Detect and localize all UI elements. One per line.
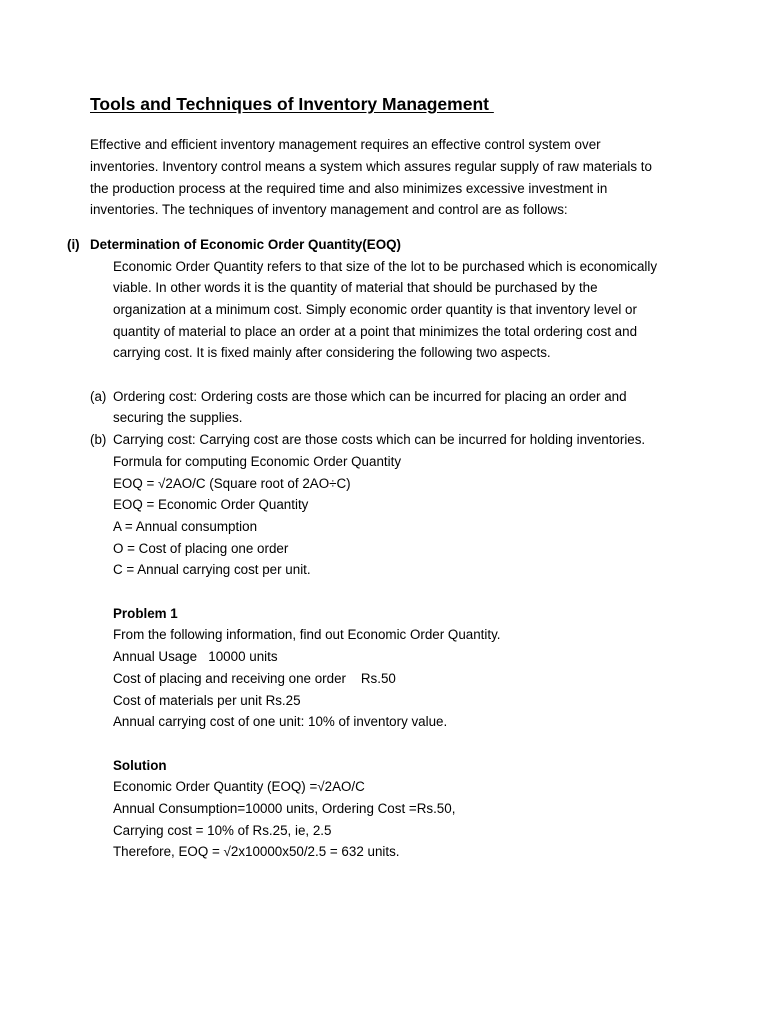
solution-line: Carrying cost = 10% of Rs.25, ie, 2.5 xyxy=(113,823,332,838)
solution-line: Therefore, EOQ = √2x10000x50/2.5 = 632 units. xyxy=(113,844,400,859)
section-i-marker: (i) xyxy=(67,237,80,252)
item-a-line: Ordering cost: Ordering costs are those which can be incurred for placing an order and xyxy=(113,389,627,404)
item-a-line: securing the supplies. xyxy=(113,410,243,425)
section-i-line: viable. In other words it is the quantity of material that should be purchased by the xyxy=(113,280,598,295)
item-b-line: Carrying cost: Carrying cost are those costs which can be incurred for holding inventories. xyxy=(113,432,646,447)
problem-line: From the following information, find out Economic Order Quantity. xyxy=(113,627,501,642)
item-a-marker: (a) xyxy=(90,389,107,404)
solution-line: Annual Consumption=10000 units, Ordering Cost =Rs.50, xyxy=(113,801,456,816)
problem-heading: Problem 1 xyxy=(113,606,178,621)
problem-line: Annual carrying cost of one unit: 10% of inventory value. xyxy=(113,714,448,729)
formula-line: C = Annual carrying cost per unit. xyxy=(113,562,311,577)
formula-line: EOQ = Economic Order Quantity xyxy=(113,497,309,512)
section-i-line: carrying cost. It is fixed mainly after considering the following two aspects. xyxy=(113,345,551,360)
problem-line: Annual Usage 10000 units xyxy=(113,649,278,664)
problem-line: Cost of materials per unit Rs.25 xyxy=(113,693,301,708)
solution-line: Economic Order Quantity (EOQ) =√2AO/C xyxy=(113,779,365,794)
intro-line: inventories. The techniques of inventory management and control are as follows: xyxy=(90,202,568,217)
section-i-line: organization at a minimum cost. Simply economic order quantity is that inventory level or xyxy=(113,302,637,317)
formula-line: O = Cost of placing one order xyxy=(113,541,289,556)
intro-line: Effective and efficient inventory management requires an effective control system over xyxy=(90,137,601,152)
intro-line: inventories. Inventory control means a system which assures regular supply of raw materials to xyxy=(90,159,652,174)
formula-line: A = Annual consumption xyxy=(113,519,258,534)
problem-line: Cost of placing and receiving one order Rs.50 xyxy=(113,671,396,686)
formula-heading: Formula for computing Economic Order Quantity xyxy=(113,454,402,469)
formula-line: EOQ = √2AO/C (Square root of 2AO÷C) xyxy=(113,476,351,491)
intro-line: the production process at the required time and also minimizes excessive investment in xyxy=(90,181,608,196)
item-b-marker: (b) xyxy=(90,432,107,447)
page-title: Tools and Techniques of Inventory Management xyxy=(90,94,494,114)
section-i-line: Economic Order Quantity refers to that size of the lot to be purchased which is economically xyxy=(113,259,658,274)
solution-heading: Solution xyxy=(113,758,167,773)
section-i-line: quantity of material to place an order at a point that minimizes the total ordering cost and xyxy=(113,324,638,339)
section-i-heading: Determination of Economic Order Quantity(EOQ) xyxy=(90,237,401,252)
